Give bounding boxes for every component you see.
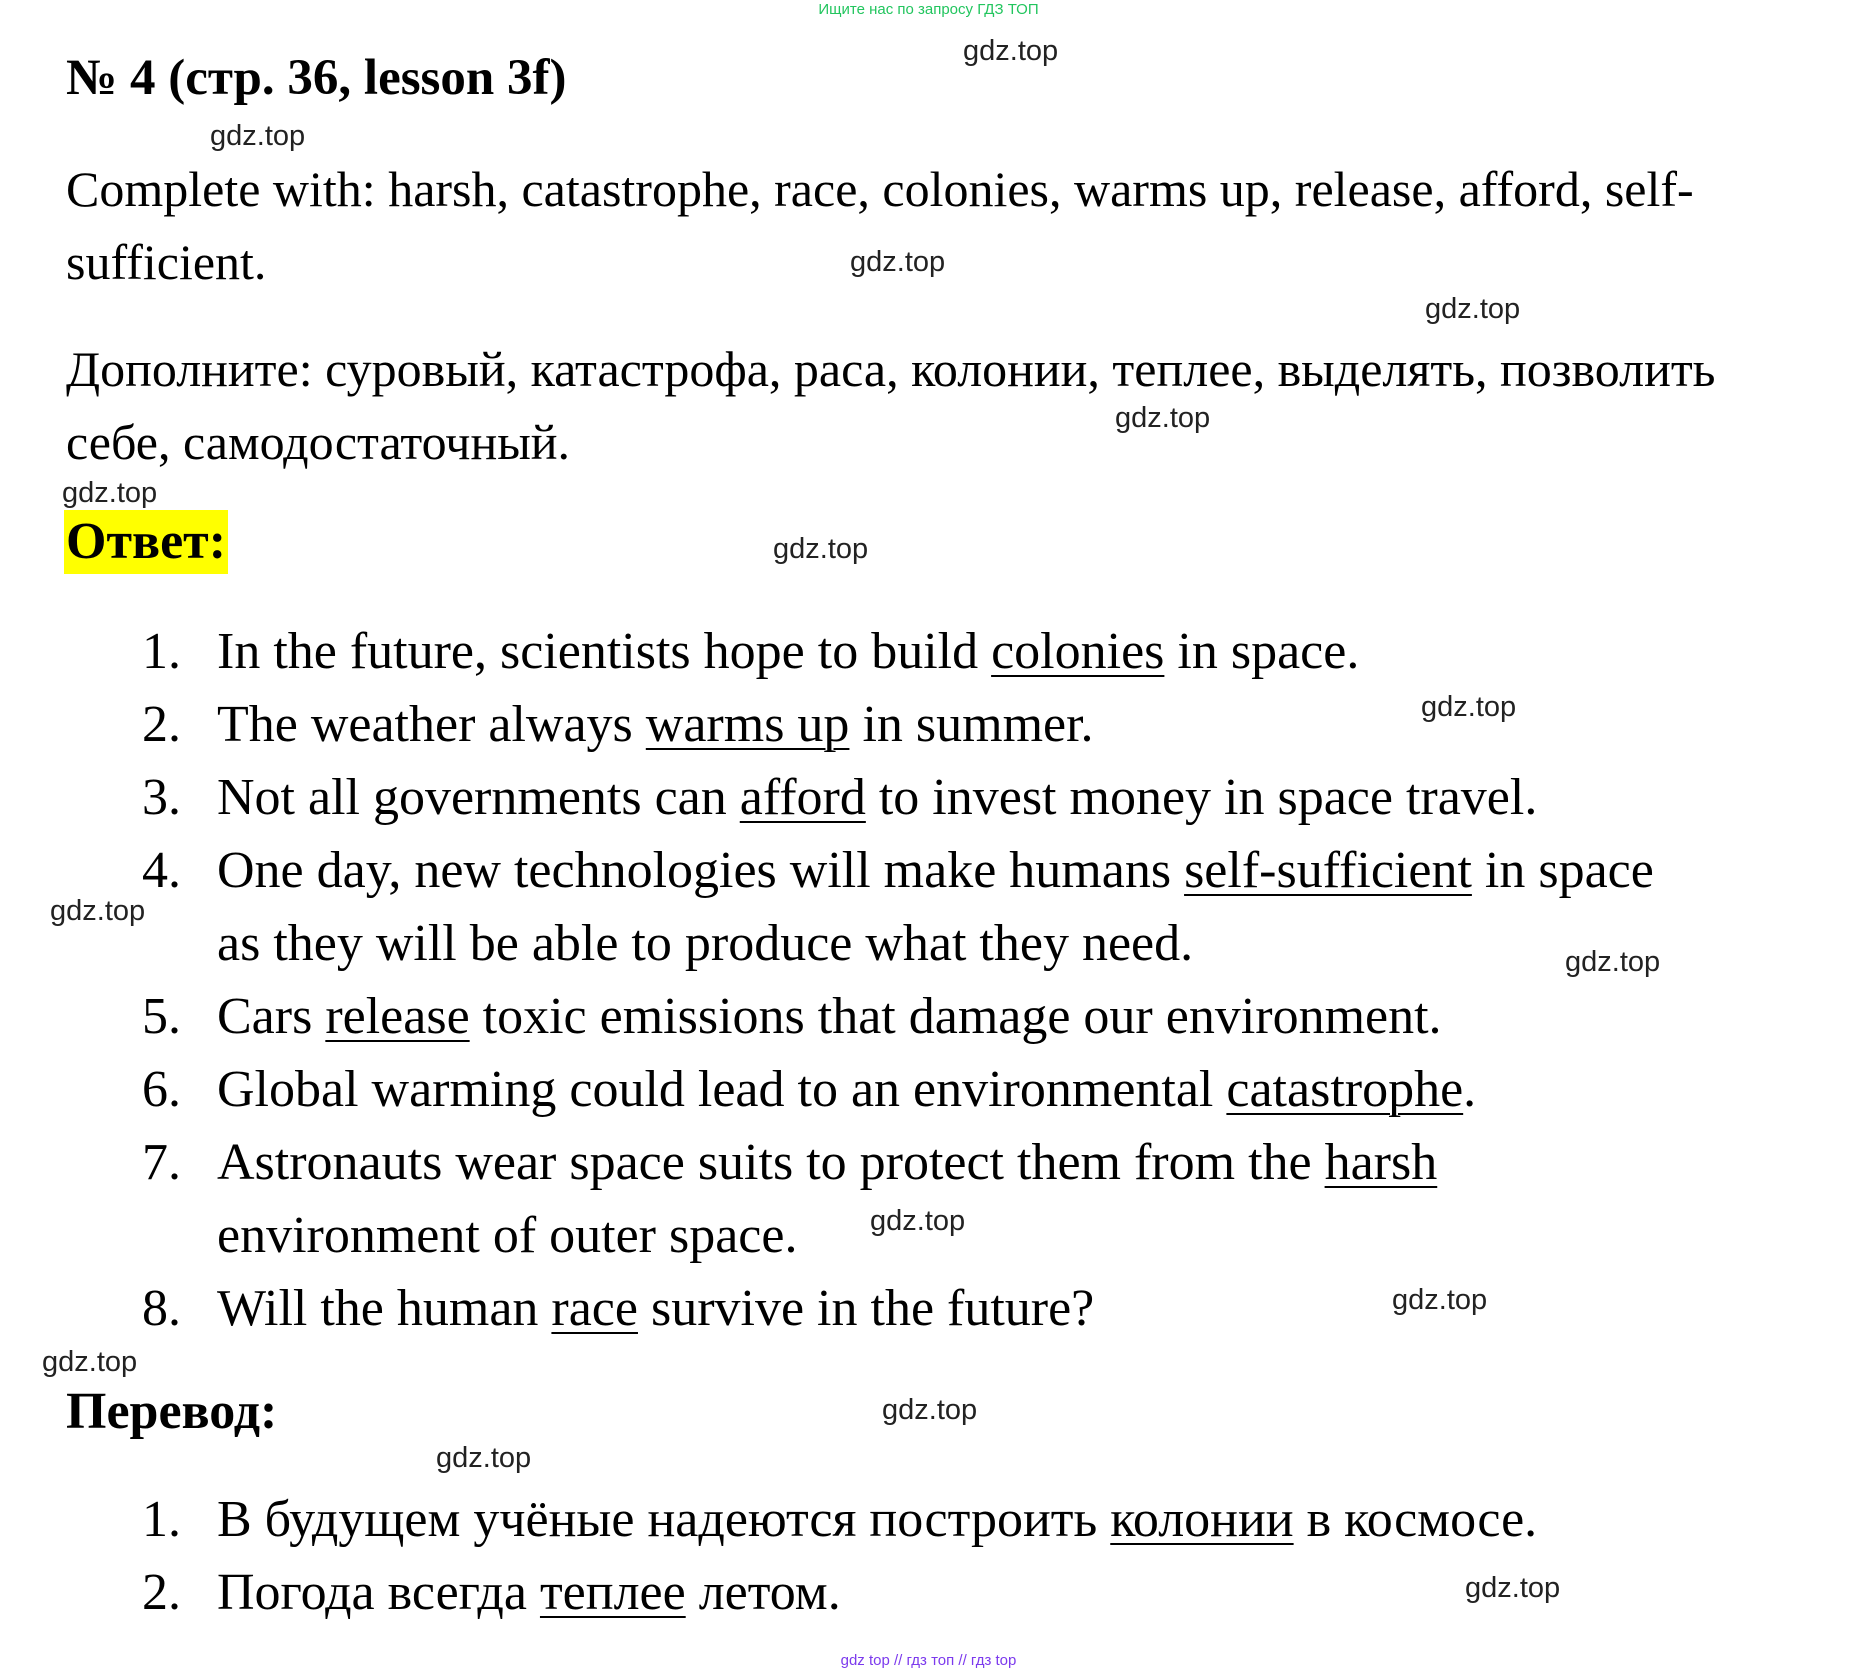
item-number: 2. — [142, 696, 181, 753]
sentence-end: in summer. — [849, 696, 1094, 753]
watermark: gdz.top — [882, 1394, 978, 1426]
item-number: 7. — [142, 1134, 181, 1191]
answer-word: race — [551, 1280, 638, 1337]
translation-item — [0, 1556, 1857, 1629]
answer-word: self-sufficient — [1184, 842, 1472, 899]
watermark: gdz.top — [850, 246, 946, 278]
item-number: 1. — [142, 1491, 181, 1548]
answer-item — [0, 980, 1857, 1053]
translation-heading: Перевод: — [66, 1383, 278, 1440]
sentence-end: to invest money in space travel. — [865, 769, 1538, 826]
sentence-end: survive in the future? — [637, 1280, 1095, 1337]
translation-item — [0, 1483, 1857, 1556]
answer-item — [0, 761, 1857, 834]
watermark: gdz.top — [42, 1346, 138, 1378]
item-number: 1. — [142, 623, 181, 680]
sentence-start: One day, new technologies will make humans — [217, 842, 1185, 899]
watermark: gdz.top — [436, 1442, 532, 1474]
answer-item — [0, 615, 1857, 688]
answer-word: warms up — [645, 696, 850, 753]
sentence-end: . — [1463, 1061, 1477, 1118]
sentence-continuation: environment of outer space. — [217, 1207, 798, 1264]
page-title: № 4 (стр. 36, lesson 3f) — [66, 50, 567, 106]
bottom-banner: gdz top // гдз топ // гдз top — [840, 1652, 1017, 1669]
answer-word: catastrophe — [1226, 1061, 1464, 1118]
sentence-start: Cars — [217, 988, 326, 1045]
sentence-start: In the future, scientists hope to build — [217, 623, 992, 680]
answer-heading: Ответ: — [64, 510, 228, 574]
answer-word: afford — [739, 769, 866, 826]
sentence-start: The weather always — [217, 696, 646, 753]
sentence-end: летом. — [685, 1564, 841, 1621]
item-number: 5. — [142, 988, 181, 1045]
sentence-start: Global warming could lead to an environmental — [217, 1061, 1227, 1118]
answer-word: colonies — [991, 623, 1165, 680]
watermark: gdz.top — [1565, 946, 1661, 978]
answer-item — [0, 1272, 1857, 1345]
sentence-continuation: as they will be able to produce what they need. — [217, 915, 1194, 972]
item-number: 2. — [142, 1564, 181, 1621]
sentence-start: Not all governments can — [217, 769, 740, 826]
answer-item — [0, 1126, 1857, 1272]
watermark: gdz.top — [1115, 402, 1211, 434]
sentence-end: in space. — [1164, 623, 1360, 680]
sentence-end: toxic emissions that damage our environment. — [469, 988, 1442, 1045]
answer-word: harsh — [1324, 1134, 1438, 1191]
answer-word: колонии — [1110, 1491, 1294, 1548]
translation-list — [0, 1483, 1857, 1629]
sentence-start: Погода всегда — [217, 1564, 540, 1621]
sentence-end: в космосе. — [1293, 1491, 1538, 1548]
watermark: gdz.top — [773, 533, 869, 565]
sentence-end: in space — [1471, 842, 1654, 899]
sentence-start: Astronauts wear space suits to protect them from the — [217, 1134, 1325, 1191]
item-number: 8. — [142, 1280, 181, 1337]
watermark: gdz.top — [62, 477, 158, 509]
answer-item — [0, 688, 1857, 761]
task-instruction-en: Complete with: harsh, catastrophe, race, colonies, warms up, release, afford, self-sufficient. — [66, 161, 1694, 290]
task-instruction-ru: Дополните: суровый, катастрофа, раса, колонии, теплее, выделять, позволить себе, самодостаточный. — [66, 341, 1716, 470]
answer-word: release — [325, 988, 470, 1045]
sentence-start: Will the human — [217, 1280, 552, 1337]
sentence-start: В будущем учёные надеются построить — [217, 1491, 1111, 1548]
watermark: gdz.top — [1425, 293, 1521, 325]
answer-item — [0, 1053, 1857, 1126]
watermark: gdz.top — [50, 895, 146, 927]
item-number: 6. — [142, 1061, 181, 1118]
watermark: gdz.top — [210, 120, 306, 152]
watermark: gdz.top — [963, 35, 1059, 67]
watermark: gdz.top — [1421, 691, 1517, 723]
item-number: 3. — [142, 769, 181, 826]
watermark: gdz.top — [1465, 1572, 1561, 1604]
watermark: gdz.top — [1392, 1284, 1488, 1316]
answer-word: теплее — [539, 1564, 686, 1621]
item-number: 4. — [142, 842, 181, 899]
watermark: gdz.top — [870, 1205, 966, 1237]
top-banner: Ищите нас по запросу ГДЗ ТОП — [818, 1, 1039, 18]
